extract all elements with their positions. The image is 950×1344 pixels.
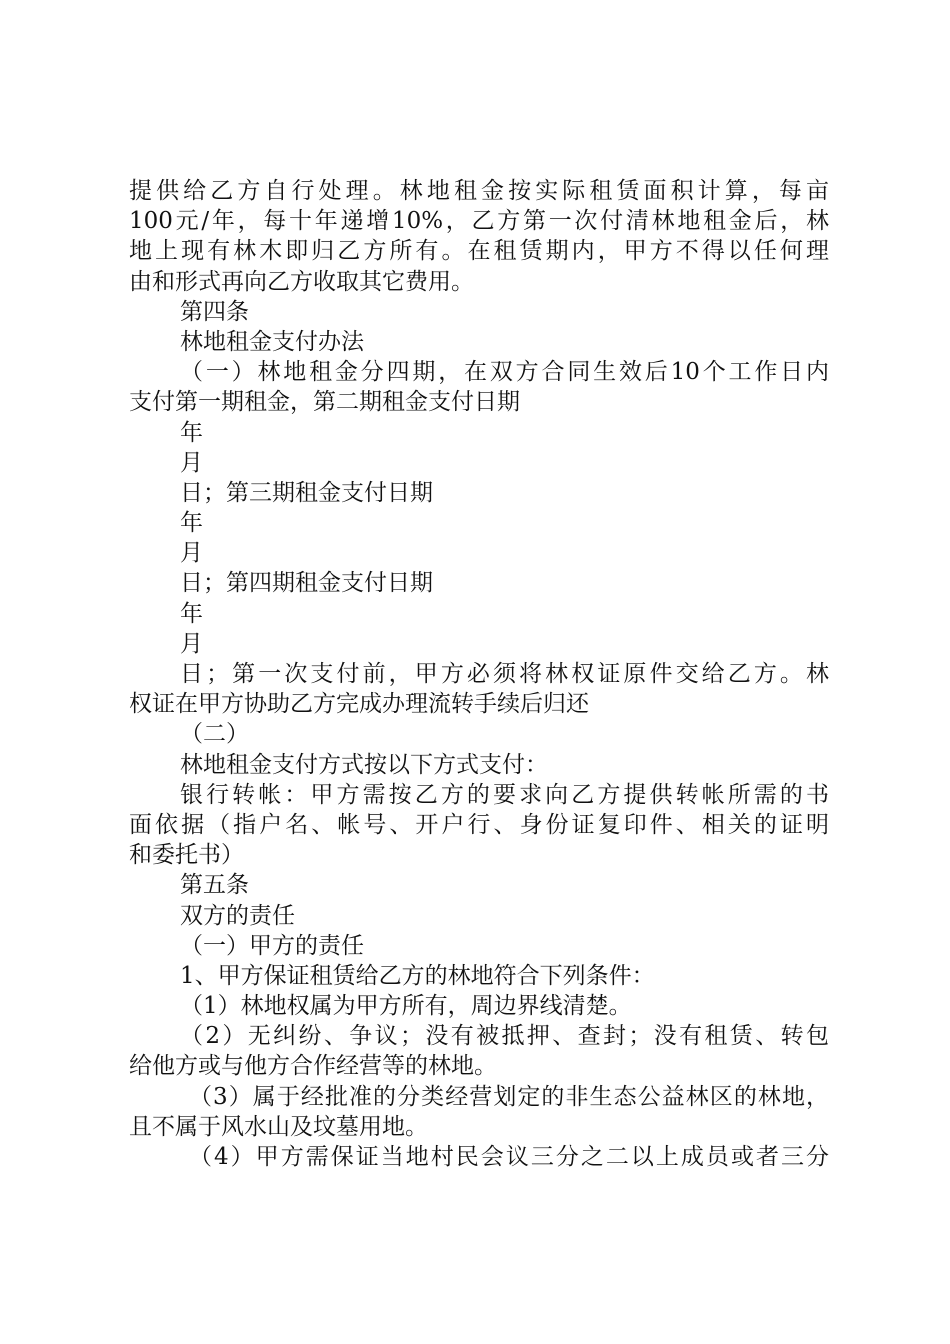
text-line: 面依据（指户名、帐号、开户行、身份证复印件、相关的证明 <box>129 811 829 838</box>
text-line: 月 <box>180 630 203 657</box>
text-line: 月 <box>180 540 203 567</box>
text-line: （二） <box>180 721 249 748</box>
text-line: 且不属于风水山及坟墓用地。 <box>129 1113 428 1140</box>
section-title: 双方的责任 <box>180 902 295 929</box>
document-body <box>129 176 829 1172</box>
subsection-title: （一）甲方的责任 <box>180 932 364 959</box>
text-line: 权证在甲方协助乙方完成办理流转手续后归还 <box>129 691 589 718</box>
text-line: （4）甲方需保证当地村民会议三分之二以上成员或者三分 <box>189 1144 829 1170</box>
text-line: （3）属于经批准的分类经营划定的非生态公益林区的林地， <box>189 1083 829 1110</box>
text-line: 1、甲方保证租赁给乙方的林地符合下列条件： <box>180 962 655 989</box>
text-line: 100元/年，每十年递增10%，乙方第一次付清林地租金后，林 <box>129 208 829 235</box>
text-line: 支付第一期租金，第二期租金支付日期 <box>129 389 520 416</box>
text-line: 年 <box>180 600 203 627</box>
text-line: 给他方或与他方合作经营等的林地。 <box>129 1053 497 1080</box>
text-line: 由和形式再向乙方收取其它费用。 <box>129 268 474 295</box>
text-line: 银行转帐：甲方需按乙方的要求向乙方提供转帐所需的书 <box>180 781 829 808</box>
text-line: 提供给乙方自行处理。林地租金按实际租赁面积计算，每亩 <box>129 178 829 204</box>
text-line: 地上现有林木即归乙方所有。在租赁期内，甲方不得以任何理 <box>129 238 829 265</box>
text-line: （一）林地租金分四期，在双方合同生效后10个工作日内 <box>180 359 829 386</box>
section-title: 林地租金支付办法 <box>180 328 364 355</box>
text-line: 日；第四期租金支付日期 <box>180 570 433 597</box>
text-line: 年 <box>180 419 203 446</box>
text-line: 日；第三期租金支付日期 <box>180 479 433 506</box>
article-heading: 第五条 <box>180 872 249 899</box>
text-line: 日；第一次支付前，甲方必须将林权证原件交给乙方。林 <box>180 661 829 687</box>
text-line: 年 <box>180 510 203 537</box>
text-line: （1）林地权属为甲方所有，周边界线清楚。 <box>180 993 632 1020</box>
text-line: 和委托书） <box>129 842 244 869</box>
text-line: 月 <box>180 449 203 476</box>
text-line: （2）无纠纷、争议；没有被抵押、查封；没有租赁、转包 <box>180 1023 829 1050</box>
article-heading: 第四条 <box>180 298 249 325</box>
text-line: 林地租金支付方式按以下方式支付： <box>180 751 548 778</box>
